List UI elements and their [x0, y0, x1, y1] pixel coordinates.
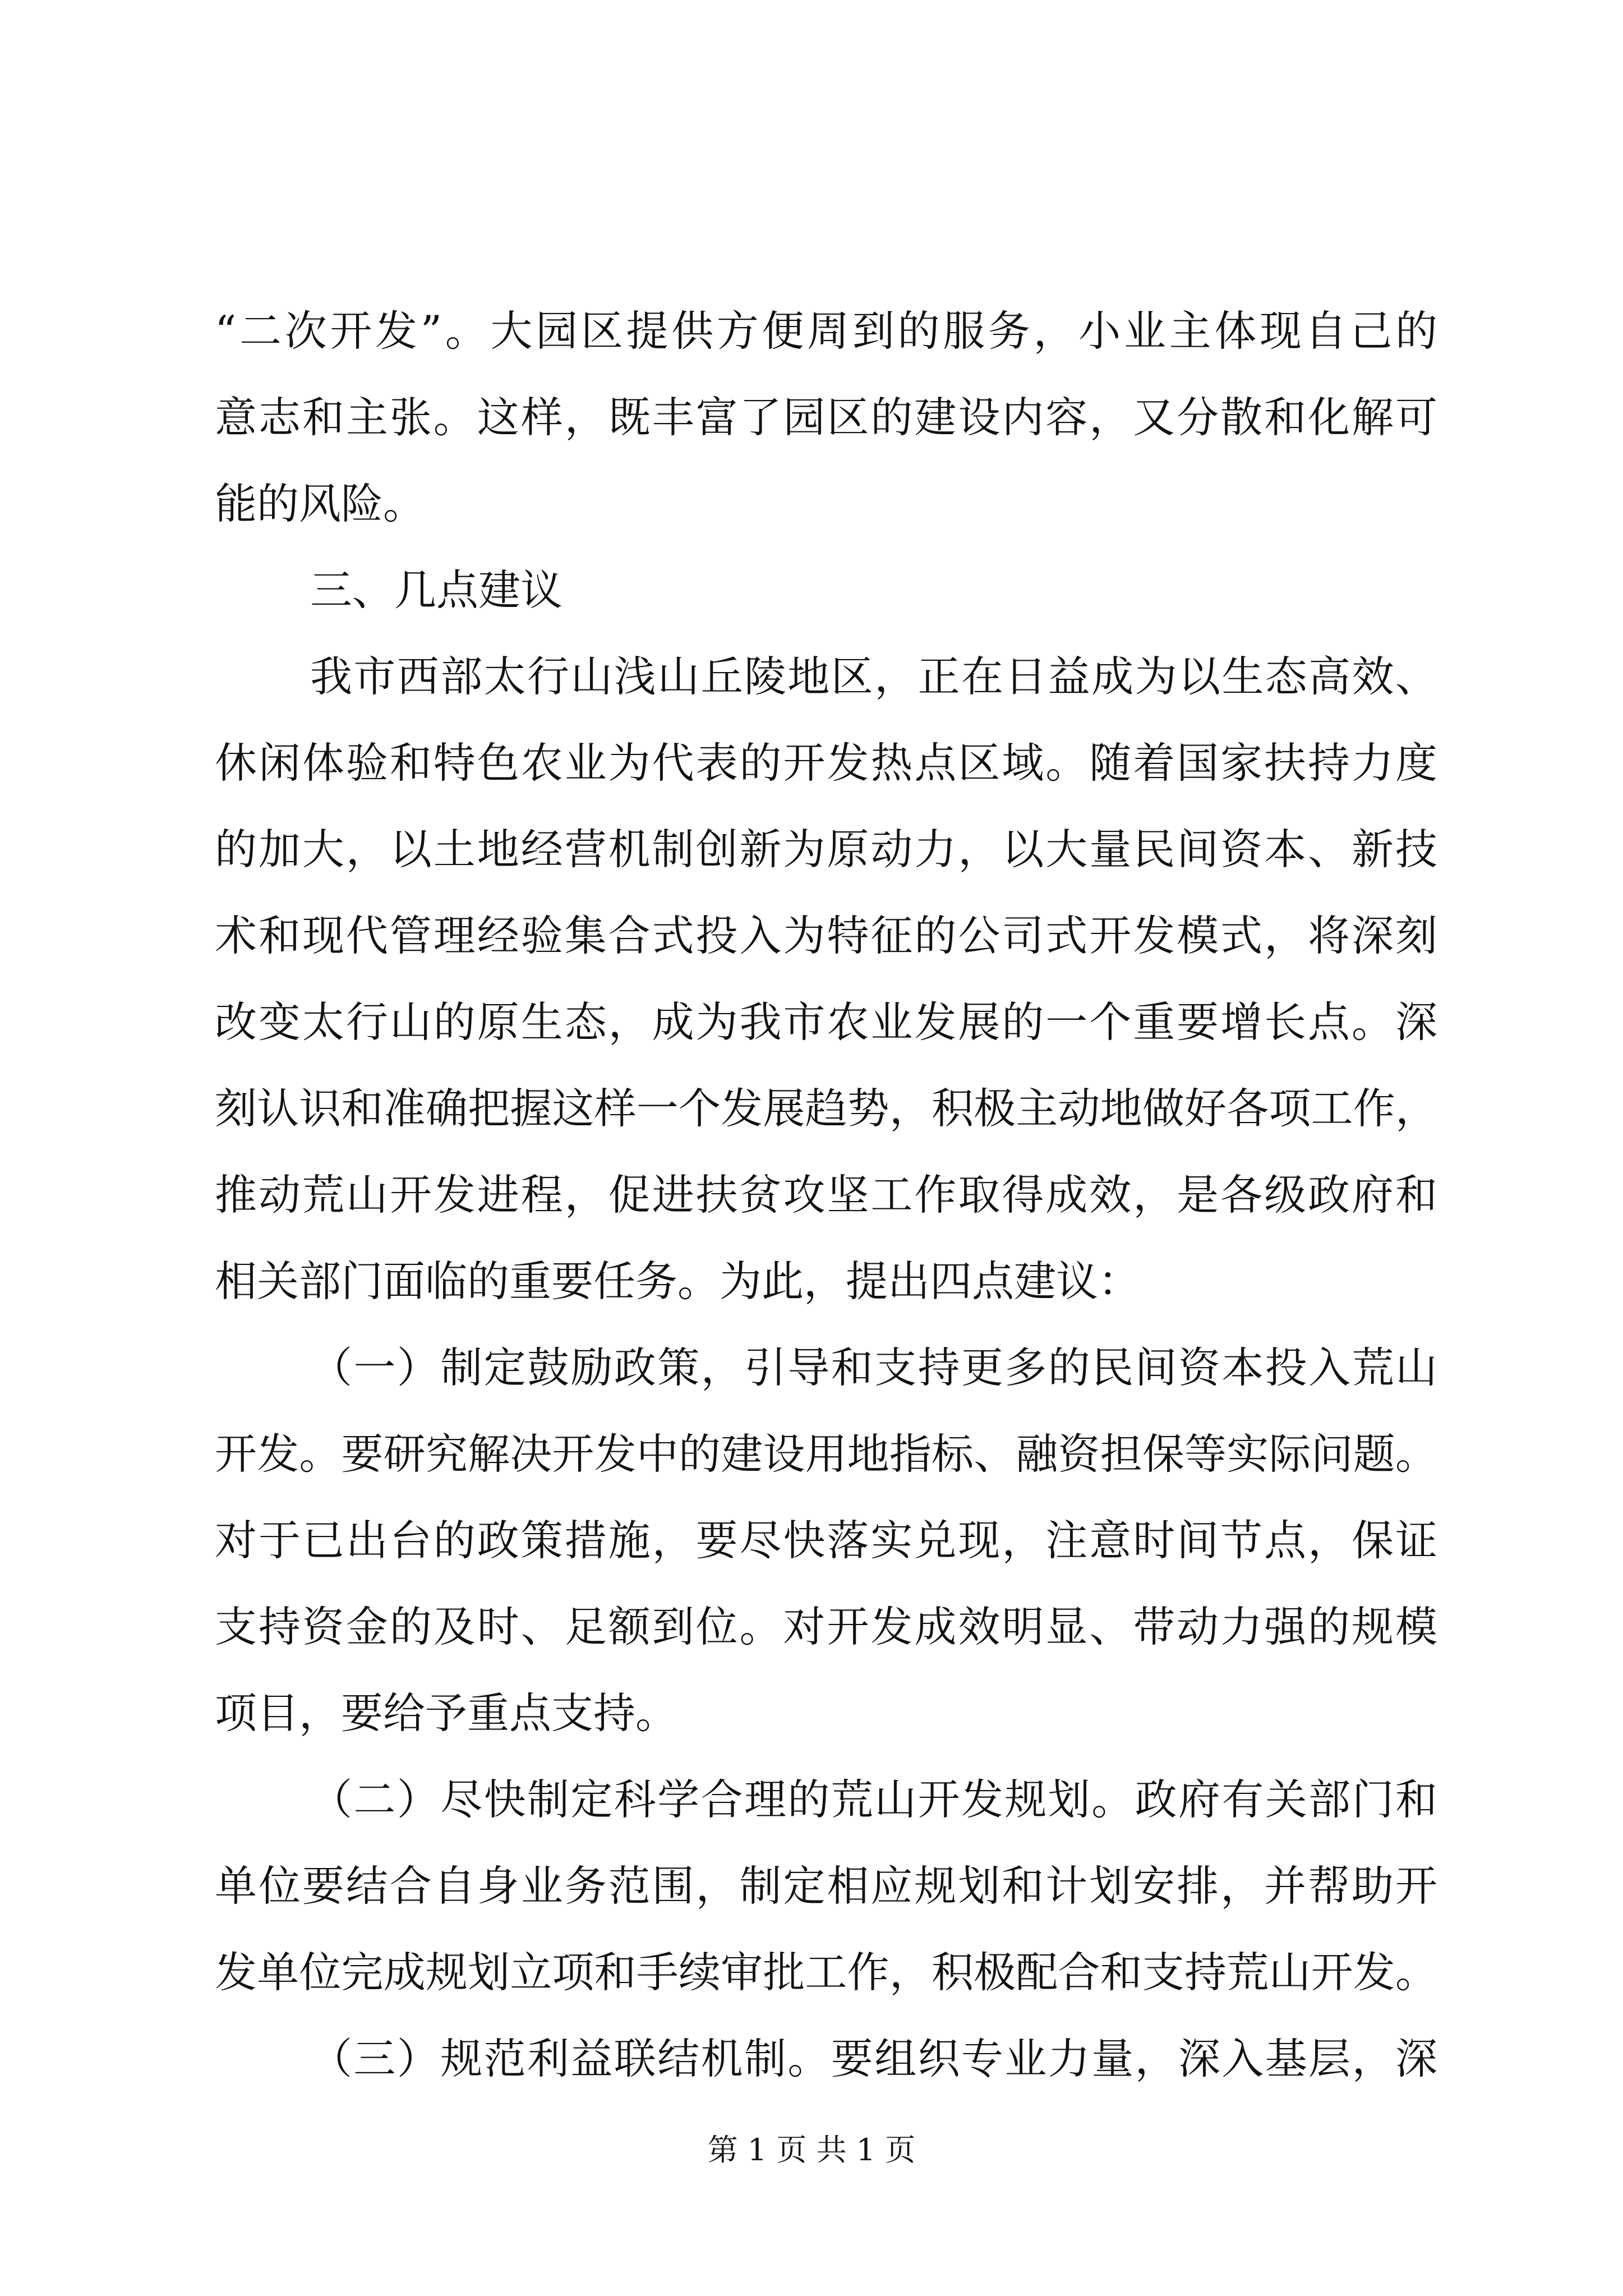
text-line: 推动荒山开发进程，促进扶贫攻坚工作取得成效，是各级政府和: [215, 1170, 1437, 1220]
text-line: （三）规范利益联结机制。要组织专业力量，深入基层，深: [310, 2034, 1437, 2083]
text-line: 我市西部太行山浅山丘陵地区，正在日益成为以生态高效、: [310, 652, 1437, 701]
text-line: 相关部门面临的重要任务。为此，提出四点建议：: [215, 1257, 1141, 1306]
text-line: 刻认识和准确把握这样一个发展趋势，积极主动地做好各项工作，: [215, 1084, 1437, 1133]
text-line: 休闲体验和特色农业为代表的开发热点区域。随着国家扶持力度: [215, 738, 1437, 788]
text-line: 术和现代管理经验集合式投入为特征的公司式开发模式，将深刻: [215, 911, 1437, 960]
text-line: 对于已出台的政策措施，要尽快落实兑现，注意时间节点，保证: [215, 1516, 1437, 1565]
section-heading: 三、几点建议: [310, 565, 563, 615]
text-line: 单位要结合自身业务范围，制定相应规划和计划安排，并帮助开: [215, 1861, 1437, 1911]
text-line: 改变太行山的原生态，成为我市农业发展的一个重要增长点。深: [215, 997, 1437, 1047]
text-line: 能的风险。: [215, 479, 426, 528]
page-footer: 第 1 页 共 1 页: [707, 2132, 916, 2168]
text-line: 开发。要研究解决开发中的建设用地指标、融资担保等实际问题。: [215, 1429, 1437, 1479]
text-line: （二）尽快制定科学合理的荒山开发规划。政府有关部门和: [310, 1775, 1437, 1824]
text-line: 意志和主张。这样，既丰富了园区的建设内容，又分散和化解可: [215, 393, 1437, 442]
text-line: （一）制定鼓励政策，引导和支持更多的民间资本投入荒山: [310, 1343, 1437, 1392]
text-line: 发单位完成规划立项和手续审批工作，积极配合和支持荒山开发。: [215, 1948, 1437, 1997]
text-line: 项目，要给予重点支持。: [215, 1688, 678, 1738]
text-line: 的加大，以土地经营机制创新为原动力，以大量民间资本、新技: [215, 825, 1437, 874]
text-line: “二次开发”。大园区提供方便周到的服务，小业主体现自己的: [215, 306, 1437, 356]
text-line: 支持资金的及时、足额到位。对开发成效明显、带动力强的规模: [215, 1602, 1437, 1651]
